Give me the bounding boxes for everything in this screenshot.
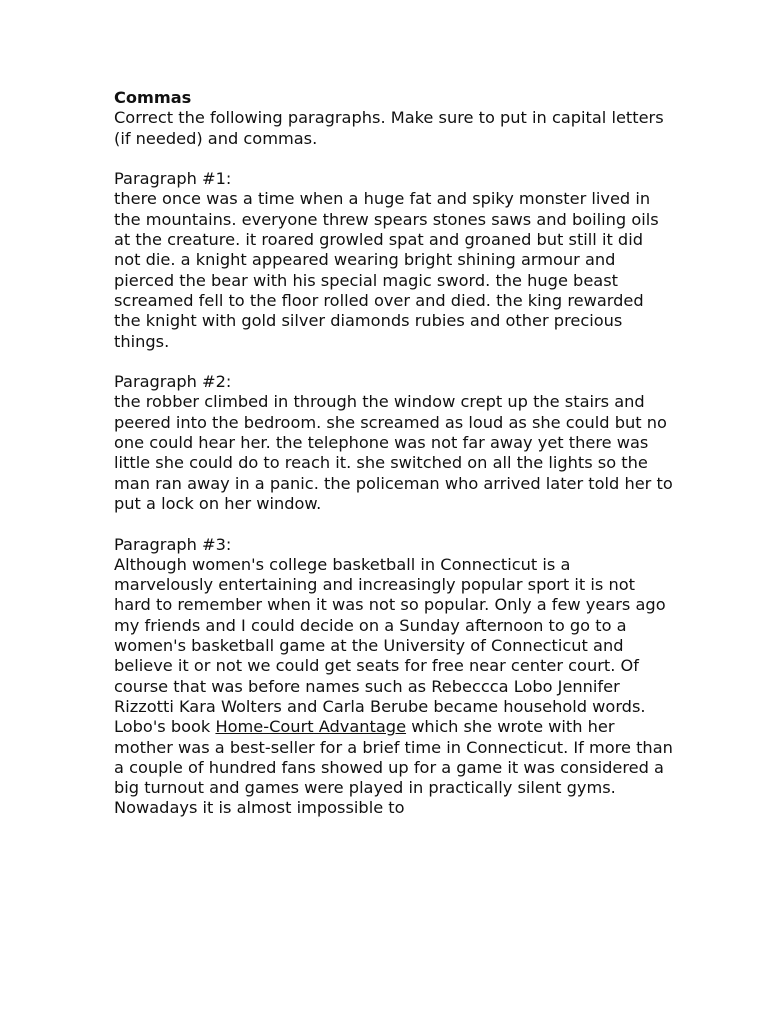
paragraph-3-text [114, 555, 674, 819]
paragraph-3-heading: Paragraph #3: [114, 534, 232, 554]
paragraph-3-text-after: which she wrote with her mother was a best-seller for a brief time in Connecticut. If more than a couple of hundred fans showed up for a game it was considered a big turnout and games were played in practically silent gyms. Nowadays it is almost impossible to [114, 717, 673, 818]
spacer [114, 352, 674, 372]
instructions: Correct the following paragraphs. Make sure to put in capital letters (if needed) and commas. [114, 108, 664, 148]
page-title: Commas [114, 88, 192, 107]
book-title: Home-Court Advantage [215, 717, 407, 737]
paragraph-3-text-before: Although women's college basketball in Connecticut is a marvelously entertaining and increasingly popular sport it is not hard to remember when it was not so popular. Only a few years ago my friends and I could decide on a Sunday afternoon to go to a women's basketball game at the University of Connecticut and believe it or not we could get seats for free near center court. Of course that was before names such as Rebeccca Lobo Jennifer Rizzotti Kara Wolters and Carla Berube became household words. Lobo's book [114, 554, 666, 737]
spacer [114, 149, 674, 169]
paragraph-2-text: the robber climbed in through the window crept up the stairs and peered into the bedroom. she screamed as loud as she could but no one could hear her. the telephone was not far away yet there was little she could do to reach it. she switched on all the lights so the man ran away in a panic. the policeman who arrived later told her to put a lock on her window. [114, 392, 673, 513]
paragraph-1-text: there once was a time when a huge fat and spiky monster lived in the mountains. everyone threw spears stones saws and boiling oils at the creature. it roared growled spat and groaned but still it did not die. a knight appeared wearing bright shining armour and pierced the bear with his special magic sword. the huge beast screamed fell to the floor rolled over and died. the king rewarded the knight with gold silver diamonds rubies and other precious things. [114, 189, 659, 351]
worksheet-page [114, 88, 674, 819]
paragraph-1-heading: Paragraph #1: [114, 169, 232, 189]
spacer [114, 514, 674, 534]
paragraph-2-heading: Paragraph #2: [114, 372, 232, 392]
